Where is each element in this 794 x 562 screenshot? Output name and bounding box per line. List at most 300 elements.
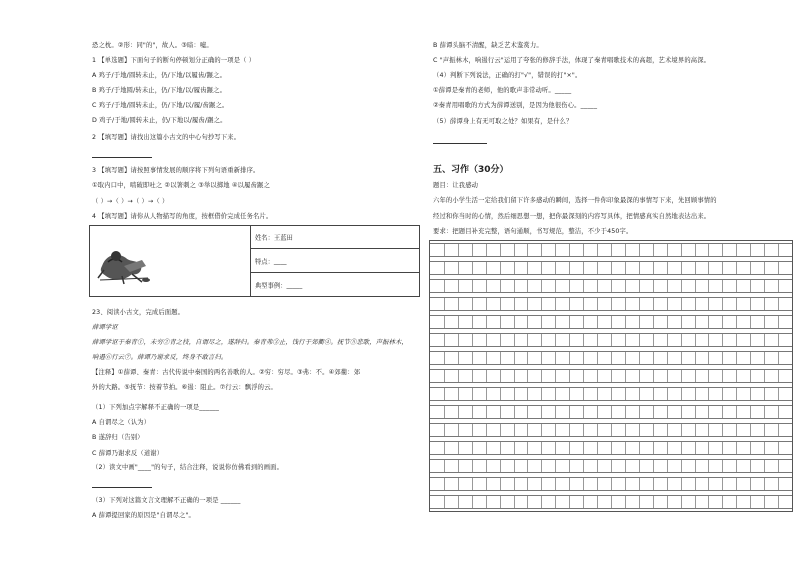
grid-cell-divider: [722, 388, 723, 400]
grid-cell-divider: [708, 406, 709, 418]
grid-cell-divider: [625, 262, 626, 274]
grid-cell-divider: [639, 478, 640, 490]
grid-cell-divider: [667, 352, 668, 364]
grid-cell-divider: [472, 460, 473, 472]
grid-cell-divider: [750, 370, 751, 382]
grid-cell-divider: [681, 298, 682, 310]
grid-cell-divider: [472, 370, 473, 382]
grid-cell-divider: [527, 244, 528, 256]
grid-cell-divider: [472, 406, 473, 418]
grid-cell-divider: [583, 244, 584, 256]
grid-cell-divider: [486, 460, 487, 472]
grid-cell-divider: [708, 388, 709, 400]
grid-cell-divider: [708, 478, 709, 490]
grid-cell-divider: [653, 352, 654, 364]
grid-cell-divider: [555, 406, 556, 418]
grid-cell-divider: [708, 460, 709, 472]
grid-cell-divider: [778, 244, 779, 256]
grid-cell-divider: [500, 298, 501, 310]
grid-cell-divider: [555, 316, 556, 328]
grid-cell-divider: [695, 280, 696, 292]
grid-cell-divider: [597, 262, 598, 274]
grid-cell-divider: [555, 388, 556, 400]
grid-cell-divider: [764, 334, 765, 346]
grid-cell-divider: [750, 298, 751, 310]
grid-cell-divider: [750, 262, 751, 274]
grid-cell-divider: [458, 352, 459, 364]
grid-cell-divider: [722, 244, 723, 256]
prompt-text-line: 六年的小学生活一定给我们留下许多感动的瞬间，选择一件你印象最深的事情写下来，先回顾事情的: [433, 197, 717, 204]
grid-cell-divider: [708, 496, 709, 508]
grid-cell-divider: [722, 280, 723, 292]
grid-cell-divider: [555, 334, 556, 346]
grid-cell-divider: [736, 316, 737, 328]
answer-line-q2[interactable]: [92, 157, 152, 158]
grid-cell-divider: [597, 460, 598, 472]
grid-cell-divider: [764, 496, 765, 508]
grid-cell-divider: [750, 316, 751, 328]
left-text-line: A 薛谭提回家的原因是"自谓尽之"。: [92, 512, 195, 519]
grid-cell-divider: [653, 316, 654, 328]
grid-cell-divider: [681, 244, 682, 256]
left-text-line: D 鸡子/于地/圆转未止，仍/下地以/履齿/蹍之。: [92, 117, 227, 124]
grid-cell-divider: [722, 406, 723, 418]
grid-cell-divider: [708, 280, 709, 292]
grid-row[interactable]: [430, 477, 792, 491]
grid-cell-divider: [444, 388, 445, 400]
grid-cell-divider: [514, 352, 515, 364]
grid-cell-divider: [444, 442, 445, 454]
grid-cell-divider: [541, 442, 542, 454]
grid-cell-divider: [764, 478, 765, 490]
grid-cell-divider: [611, 478, 612, 490]
grid-row[interactable]: [430, 315, 792, 329]
grid-cell-divider: [514, 316, 515, 328]
grid-cell-divider: [486, 316, 487, 328]
grid-cell-divider: [681, 370, 682, 382]
grid-cell-divider: [750, 334, 751, 346]
grid-cell-divider: [681, 280, 682, 292]
grid-cell-divider: [486, 370, 487, 382]
grid-cell-divider: [444, 334, 445, 346]
grid-cell-divider: [695, 406, 696, 418]
grid-cell-divider: [583, 478, 584, 490]
grid-cell-divider: [569, 316, 570, 328]
grid-cell-divider: [625, 424, 626, 436]
grid-cell-divider: [472, 388, 473, 400]
card-trait-label: 特点：____: [255, 258, 287, 265]
grid-cell-divider: [611, 244, 612, 256]
grid-cell-divider: [625, 352, 626, 364]
grid-cell-divider: [597, 352, 598, 364]
grid-cell-divider: [597, 406, 598, 418]
grid-cell-divider: [639, 298, 640, 310]
grid-cell-divider: [611, 442, 612, 454]
grid-row[interactable]: [430, 369, 792, 383]
grid-cell-divider: [722, 298, 723, 310]
section-title-writing: 五、习作（30分）: [433, 165, 509, 175]
grid-cell-divider: [458, 406, 459, 418]
grid-cell-divider: [541, 388, 542, 400]
grid-cell-divider: [458, 280, 459, 292]
grid-cell-divider: [514, 442, 515, 454]
grid-row[interactable]: [430, 297, 792, 311]
grid-cell-divider: [778, 370, 779, 382]
grid-cell-divider: [583, 298, 584, 310]
grid-cell-divider: [569, 406, 570, 418]
grid-cell-divider: [736, 298, 737, 310]
left-text-line: B 遂辞归（告别）: [92, 434, 144, 441]
grid-cell-divider: [514, 478, 515, 490]
grid-cell-divider: [639, 334, 640, 346]
grid-cell-divider: [639, 406, 640, 418]
grid-cell-divider: [500, 388, 501, 400]
grid-cell-divider: [597, 334, 598, 346]
left-text-line: B 鸡子/于地圆/转未止，仍/下地/以/履齿蹍之。: [92, 87, 227, 94]
grid-cell-divider: [527, 370, 528, 382]
grid-cell-divider: [667, 316, 668, 328]
grid-cell-divider: [555, 496, 556, 508]
grid-cell-divider: [583, 460, 584, 472]
grid-cell-divider: [583, 406, 584, 418]
grid-cell-divider: [625, 388, 626, 400]
grid-cell-divider: [500, 334, 501, 346]
grid-cell-divider: [722, 442, 723, 454]
grid-cell-divider: [555, 370, 556, 382]
grid-cell-divider: [639, 280, 640, 292]
grid-cell-divider: [541, 352, 542, 364]
grid-cell-divider: [500, 280, 501, 292]
grid-cell-divider: [625, 244, 626, 256]
grid-cell-divider: [514, 262, 515, 274]
grid-cell-divider: [472, 244, 473, 256]
grid-cell-divider: [639, 496, 640, 508]
grid-cell-divider: [653, 280, 654, 292]
card-row-trait[interactable]: [251, 249, 419, 273]
grid-cell-divider: [764, 388, 765, 400]
grid-cell-divider: [750, 280, 751, 292]
character-illustration: [90, 226, 250, 296]
grid-cell-divider: [555, 352, 556, 364]
grid-cell-divider: [708, 262, 709, 274]
grid-cell-divider: [639, 424, 640, 436]
grid-cell-divider: [750, 406, 751, 418]
left-text-line: 薛谭学讴: [92, 324, 118, 331]
grid-cell-divider: [541, 424, 542, 436]
grid-cell-divider: [625, 370, 626, 382]
grid-cell-divider: [750, 460, 751, 472]
right-text-line: ①薛谭是秦青的老师，他的歌声非常动听。_____: [433, 87, 572, 94]
grid-cell-divider: [639, 388, 640, 400]
grid-cell-divider: [458, 388, 459, 400]
grid-cell-divider: [569, 298, 570, 310]
answer-line-q23-5[interactable]: [433, 143, 487, 144]
grid-cell-divider: [444, 478, 445, 490]
grid-cell-divider: [653, 496, 654, 508]
grid-row[interactable]: [430, 279, 792, 293]
grid-cell-divider: [708, 424, 709, 436]
left-text-line: 外的大路。⑤抚节：按着节拍。⑥遏：阻止。⑦行云：飘浮的云。: [92, 384, 278, 391]
grid-row[interactable]: [430, 387, 792, 401]
grid-cell-divider: [486, 262, 487, 274]
grid-cell-divider: [444, 424, 445, 436]
grid-cell-divider: [444, 460, 445, 472]
grid-cell-divider: [514, 280, 515, 292]
grid-cell-divider: [681, 352, 682, 364]
grid-cell-divider: [681, 334, 682, 346]
grid-cell-divider: [653, 334, 654, 346]
grid-cell-divider: [527, 424, 528, 436]
grid-cell-divider: [527, 298, 528, 310]
grid-cell-divider: [472, 478, 473, 490]
grid-cell-divider: [625, 316, 626, 328]
grid-cell-divider: [764, 352, 765, 364]
grid-cell-divider: [583, 424, 584, 436]
answer-line-q23-2[interactable]: [92, 487, 152, 488]
left-text-line: 1 【单选题】下面句子的断句停顿划分正确的一项是（ ）: [92, 57, 256, 64]
grid-cell-divider: [625, 280, 626, 292]
grid-cell-divider: [555, 244, 556, 256]
left-text-line: 3 【填写题】请按照事情发展的顺序将下列句语重新排序。: [92, 167, 260, 174]
grid-cell-divider: [653, 262, 654, 274]
grid-cell-divider: [527, 280, 528, 292]
grid-cell-divider: [722, 424, 723, 436]
grid-cell-divider: [764, 424, 765, 436]
grid-row[interactable]: [430, 441, 792, 455]
grid-cell-divider: [736, 442, 737, 454]
grid-cell-divider: [597, 478, 598, 490]
grid-cell-divider: [458, 334, 459, 346]
grid-cell-divider: [458, 442, 459, 454]
grid-cell-divider: [486, 406, 487, 418]
grid-row[interactable]: [430, 423, 792, 437]
grid-cell-divider: [736, 406, 737, 418]
right-text-line: （5）薛谭身上有无可取之处？如果有，是什么？: [433, 118, 573, 125]
left-text-line: 【注释】①薛谭、秦青：古代传说中秦国的两名善歌的人。②穷：穷尽。③弗：不。④郊衢：郊: [92, 369, 361, 376]
grid-cell-divider: [569, 352, 570, 364]
grid-cell-divider: [486, 352, 487, 364]
grid-cell-divider: [555, 424, 556, 436]
grid-row[interactable]: [430, 405, 792, 419]
grid-cell-divider: [778, 388, 779, 400]
grid-cell-divider: [444, 352, 445, 364]
grid-cell-divider: [583, 442, 584, 454]
grid-cell-divider: [611, 370, 612, 382]
left-text-line: A 自谓尽之（认为）: [92, 419, 151, 426]
grid-cell-divider: [555, 280, 556, 292]
grid-cell-divider: [667, 334, 668, 346]
grid-cell-divider: [681, 442, 682, 454]
grid-cell-divider: [764, 280, 765, 292]
grid-cell-divider: [486, 388, 487, 400]
grid-cell-divider: [681, 388, 682, 400]
grid-cell-divider: [722, 460, 723, 472]
grid-cell-divider: [500, 370, 501, 382]
grid-cell-divider: [514, 370, 515, 382]
grid-cell-divider: [667, 424, 668, 436]
grid-cell-divider: [514, 424, 515, 436]
grid-cell-divider: [708, 442, 709, 454]
grid-cell-divider: [778, 496, 779, 508]
grid-cell-divider: [722, 496, 723, 508]
prompt-text-line: 要求：把题目补充完整，语句通顺，书写规范，整洁，不少于450字。: [433, 228, 633, 235]
right-text-line: C "声振林木，响遏行云"运用了夸张的修辞手法，体现了秦青唱歌技术的高超，艺术境界的高深。: [433, 57, 711, 64]
grid-cell-divider: [778, 460, 779, 472]
grid-cell-divider: [736, 424, 737, 436]
grid-cell-divider: [500, 460, 501, 472]
grid-cell-divider: [583, 334, 584, 346]
grid-cell-divider: [667, 388, 668, 400]
grid-cell-divider: [472, 280, 473, 292]
grid-cell-divider: [486, 280, 487, 292]
grid-cell-divider: [639, 442, 640, 454]
grid-cell-divider: [611, 262, 612, 274]
grid-cell-divider: [653, 388, 654, 400]
grid-row[interactable]: [430, 333, 792, 347]
grid-cell-divider: [569, 460, 570, 472]
grid-cell-divider: [583, 316, 584, 328]
grid-cell-divider: [444, 406, 445, 418]
grid-cell-divider: [625, 406, 626, 418]
grid-cell-divider: [639, 316, 640, 328]
grid-cell-divider: [695, 370, 696, 382]
grid-cell-divider: [458, 460, 459, 472]
grid-cell-divider: [653, 406, 654, 418]
grid-cell-divider: [722, 370, 723, 382]
grid-cell-divider: [527, 334, 528, 346]
grid-cell-divider: [778, 262, 779, 274]
prompt-text-line: 题目：让我感动: [433, 182, 479, 189]
grid-cell-divider: [569, 280, 570, 292]
grid-cell-divider: [514, 406, 515, 418]
grid-cell-divider: [667, 280, 668, 292]
grid-cell-divider: [527, 496, 528, 508]
composition-grid[interactable]: [429, 240, 793, 512]
grid-cell-divider: [764, 442, 765, 454]
grid-cell-divider: [778, 352, 779, 364]
grid-cell-divider: [667, 406, 668, 418]
left-text-line: （3）下列对这篇文言文理解不正确的一项是 ______: [92, 497, 241, 504]
grid-cell-divider: [750, 244, 751, 256]
grid-cell-divider: [695, 352, 696, 364]
grid-cell-divider: [611, 280, 612, 292]
left-text-line: 薛谭学讴于秦青①，未穷②青之技，自谓尽之，遂辞归。秦青弗③止，饯行于郊衢④。抚节⑤悲歌，声振林木，: [92, 339, 408, 346]
grid-cell-divider: [611, 424, 612, 436]
grid-cell-divider: [778, 478, 779, 490]
grid-cell-divider: [541, 244, 542, 256]
grid-cell-divider: [541, 280, 542, 292]
grid-cell-divider: [583, 388, 584, 400]
grid-cell-divider: [639, 262, 640, 274]
grid-cell-divider: [611, 316, 612, 328]
grid-cell-divider: [486, 298, 487, 310]
right-text-line: B 薛谭头脑不清醒，缺乏艺术鉴赏力。: [433, 42, 543, 49]
grid-cell-divider: [667, 478, 668, 490]
grid-row[interactable]: [430, 243, 792, 257]
grid-cell-divider: [736, 478, 737, 490]
grid-cell-divider: [527, 262, 528, 274]
grid-cell-divider: [500, 352, 501, 364]
right-text-line: ②秦青用唱歌的方式为薛谭送别，是因为他很伤心。_____: [433, 102, 598, 109]
grid-cell-divider: [653, 478, 654, 490]
grid-cell-divider: [695, 388, 696, 400]
grid-cell-divider: [500, 406, 501, 418]
grid-cell-divider: [736, 460, 737, 472]
grid-cell-divider: [625, 298, 626, 310]
grid-cell-divider: [569, 496, 570, 508]
grid-cell-divider: [444, 262, 445, 274]
grid-cell-divider: [555, 298, 556, 310]
grid-cell-divider: [597, 316, 598, 328]
grid-cell-divider: [514, 496, 515, 508]
card-row-example[interactable]: [251, 273, 419, 296]
grid-cell-divider: [458, 370, 459, 382]
grid-cell-divider: [514, 334, 515, 346]
grid-cell-divider: [569, 442, 570, 454]
grid-cell-divider: [695, 478, 696, 490]
grid-cell-divider: [764, 406, 765, 418]
grid-cell-divider: [500, 442, 501, 454]
grid-cell-divider: [625, 478, 626, 490]
grid-cell-divider: [486, 244, 487, 256]
grid-cell-divider: [583, 280, 584, 292]
grid-row[interactable]: [430, 261, 792, 275]
grid-cell-divider: [472, 316, 473, 328]
grid-cell-divider: [541, 334, 542, 346]
left-text-line: （ ）→（ ）→（ ）→（ ）: [92, 198, 169, 205]
grid-row[interactable]: [430, 495, 792, 509]
grid-cell-divider: [541, 496, 542, 508]
grid-cell-divider: [486, 334, 487, 346]
left-text-line: C 薛谭乃谢求反（道谢）: [92, 450, 164, 457]
grid-cell-divider: [597, 244, 598, 256]
grid-cell-divider: [541, 460, 542, 472]
grid-cell-divider: [500, 424, 501, 436]
grid-cell-divider: [444, 370, 445, 382]
grid-cell-divider: [653, 460, 654, 472]
grid-cell-divider: [444, 244, 445, 256]
grid-cell-divider: [569, 370, 570, 382]
grid-cell-divider: [750, 352, 751, 364]
grid-cell-divider: [708, 352, 709, 364]
grid-cell-divider: [500, 262, 501, 274]
grid-cell-divider: [736, 388, 737, 400]
grid-cell-divider: [736, 496, 737, 508]
grid-cell-divider: [472, 298, 473, 310]
grid-cell-divider: [569, 424, 570, 436]
grid-cell-divider: [597, 298, 598, 310]
grid-cell-divider: [541, 478, 542, 490]
left-text-line: 23、阅读小古文，完成后面题。: [92, 309, 185, 316]
grid-cell-divider: [764, 460, 765, 472]
grid-cell-divider: [667, 370, 668, 382]
grid-cell-divider: [611, 334, 612, 346]
grid-cell-divider: [597, 424, 598, 436]
grid-row[interactable]: [430, 459, 792, 473]
grid-cell-divider: [458, 316, 459, 328]
grid-cell-divider: [486, 442, 487, 454]
grid-cell-divider: [695, 316, 696, 328]
grid-cell-divider: [458, 244, 459, 256]
grid-cell-divider: [583, 496, 584, 508]
grid-cell-divider: [541, 298, 542, 310]
grid-cell-divider: [500, 244, 501, 256]
grid-cell-divider: [750, 388, 751, 400]
grid-cell-divider: [695, 424, 696, 436]
grid-cell-divider: [486, 496, 487, 508]
grid-cell-divider: [527, 406, 528, 418]
grid-row[interactable]: [430, 351, 792, 365]
